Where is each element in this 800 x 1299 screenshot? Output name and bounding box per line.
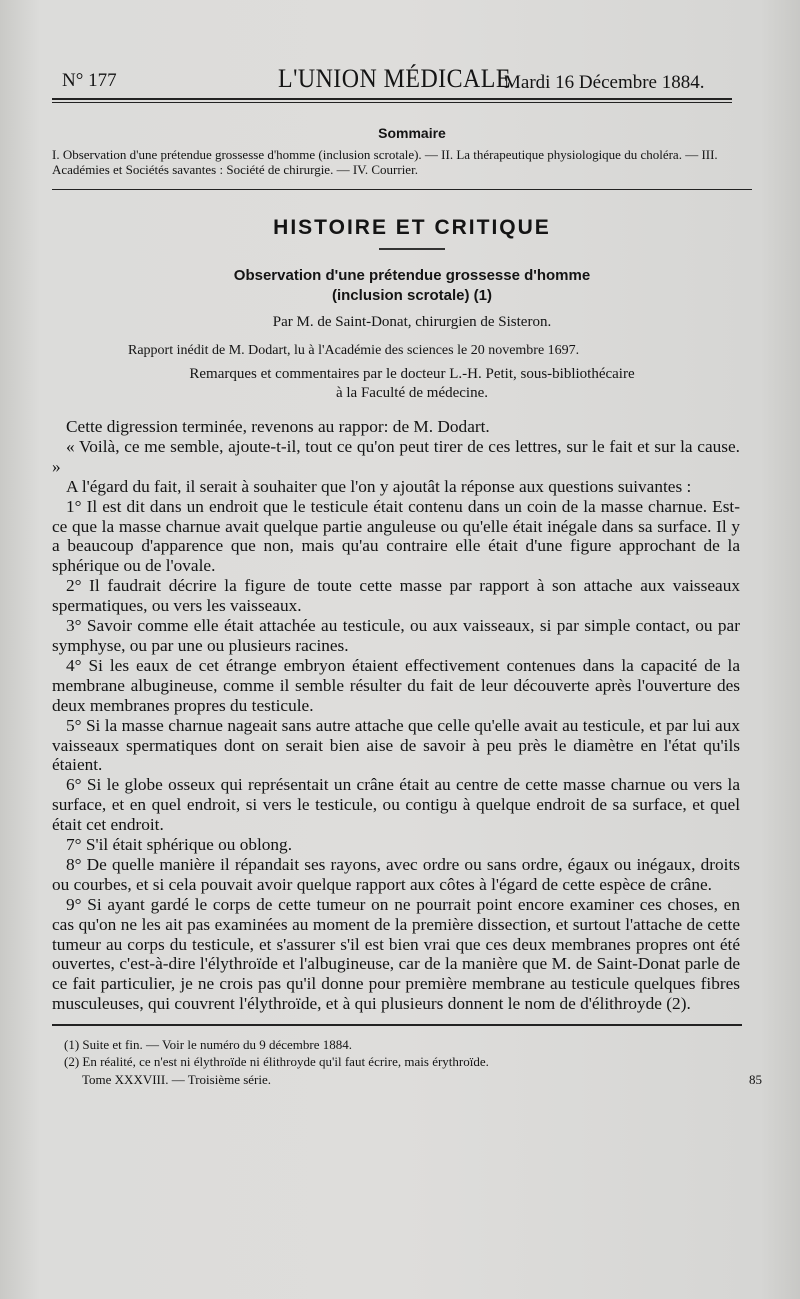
article-author: Par M. de Saint-Donat, chirurgien de Sisteron. (272, 314, 552, 330)
footnotes (52, 1036, 772, 1070)
paragraph: 6° Si le globe osseux qui représentait un crâne était au centre de cette masse charnue ou vers la surface, et en quel endroit, si vers le testicule, ou contigu à quelque endroit de sa surface, et quel était cet endroit. (52, 775, 740, 835)
paragraph: 2° Il faudrait décrire la figure de toute cette masse par rapport à son attache aux vaisseaux spermatiques, ou vers les vaisseaux. (52, 576, 740, 616)
paragraph: Cette digression terminée, revenons au rappor: de M. Dodart. (66, 417, 490, 436)
paragraph: 9° Si ayant gardé le corps de cette tumeur on ne pourrait point encore examiner ces choses, en cas qu'on ne les ait pas examinées au moment de la première dissection, et surtout l'attache de cette tumeur au corps du testicule, et s'assurer s'il est bien vrai que ces deux membranes propres ont été ouvertes, c'est-à-dire l'élythroïde et l'albugineuse, car de la manière que M. de Saint-Donat parle de ce fait particulier, je ne crois pas qu'il donne pour première membrane au testicule quelques fibres musculeuses, qui couvrent l'élythroïde, et à qui plusieurs donnent le nom de d'élithroyde (2). (52, 894, 740, 1014)
paragraph: 1° Il est dit dans un endroit que le testicule était contenu dans un coin de la masse charnue. Est-ce que la masse charnue avait quelque partie anguleuse ou qu'elle était inégale dans sa surface. Il y a beaucoup d'apparence que non, mais qu'au contraire elle était d'une figure approchant de la sphérique ou de l'ovale. (52, 496, 740, 576)
paragraph: A l'égard du fait, il serait à souhaiter que l'on y ajoutât la réponse aux questions suivantes : (66, 476, 692, 496)
paragraph: 4° Si les eaux de cet étrange embryon étaient effectivement contenues dans la capacité de la membrane albugineuse, comme il semble résulter du fait de leur découverte après l'ouverture des deux membranes propres du testicule. (52, 655, 740, 715)
article-remarques (52, 365, 772, 403)
footnote: (2) En réalité, ce n'est ni élythroïde ni élithroyde qu'il faut écrire, mais érythroïde. (64, 1054, 489, 1070)
page-number: 85 (749, 1072, 762, 1088)
sommaire-title: Sommaire (378, 125, 446, 141)
article-rapport: Rapport inédit de M. Dodart, lu à l'Académie des sciences le 20 novembre 1697. (128, 343, 580, 358)
article-body (52, 417, 740, 1014)
footnote: (1) Suite et fin. — Voir le numéro du 9 décembre 1884. (64, 1037, 352, 1053)
page-folio (82, 1072, 772, 1088)
paragraph: « Voilà, ce me semble, ajoute-t-il, tout ce qu'on peut tirer de ces lettres, sur le fait et sur la cause. » (52, 436, 740, 476)
paragraph: 5° Si la masse charnue nageait sans autre attache que celle qu'elle avait au testicule, et par lui aux vaisseaux spermatiques dont on serait bien aise de savoir à peu près le diamètre en l'état qu'ils étaient. (52, 715, 740, 775)
sommaire-text: I. Observation d'une prétendue grossesse d'homme (inclusion scrotale). — II. La thérapeutique physiologique du choléra. — III. Académies et Sociétés savantes : Société de chirurgie. — IV. Courrier. (52, 147, 718, 177)
paragraph: 7° S'il était sphérique ou oblong. (66, 835, 293, 855)
sommaire-rule (52, 189, 752, 190)
section-rule (379, 248, 445, 250)
tome-label: Tome XXXVIII. — Troisième série. (82, 1072, 272, 1088)
footnote-rule (52, 1024, 742, 1026)
issue-date: Mardi 16 Décembre 1884. (504, 72, 705, 93)
paragraph: 8° De quelle manière il répandait ses rayons, avec ordre ou sans ordre, égaux ou inégaux, droits ou courbes, et si cela pouvait avoir quelque rapport aux côtes à l'égard de cette espèce de crâne. (52, 854, 740, 894)
article-title (52, 266, 772, 306)
remarques-line2: à la Faculté de médecine. (335, 385, 488, 401)
journal-title: L'UNION MÉDICALE (278, 64, 511, 93)
section-title: HISTOIRE ET CRITIQUE (273, 216, 551, 239)
remarques-line1: Remarques et commentaires par le docteur L.-H. Petit, sous-bibliothécaire (189, 366, 635, 382)
issue-number: N° 177 (62, 70, 117, 91)
article-title-line2: (inclusion scrotale) (1) (331, 287, 493, 304)
masthead (52, 66, 772, 96)
paragraph: 3° Savoir comme elle était attachée au testicule, ou aux vaisseaux, si par simple contact, ou par symphyse, ou par une ou plusieurs racines. (52, 616, 740, 655)
header-rule (52, 98, 732, 103)
article-title-line1: Observation d'une prétendue grossesse d'homme (233, 267, 591, 284)
